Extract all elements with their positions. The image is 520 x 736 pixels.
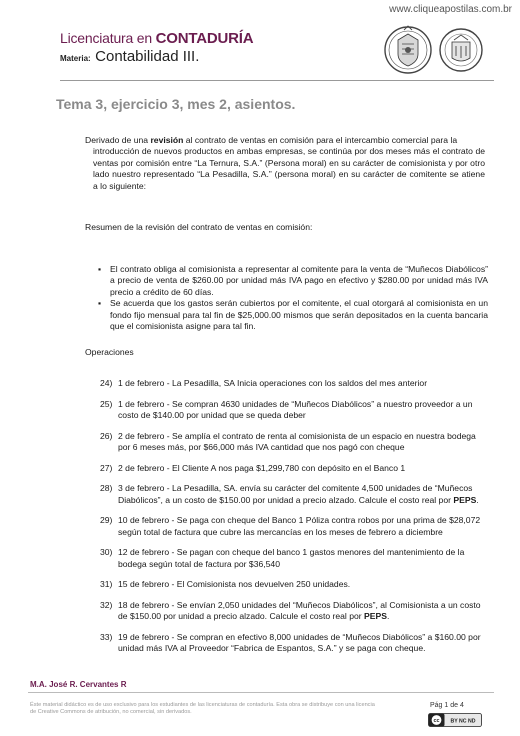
materia-label: Materia:	[60, 54, 91, 63]
materia-line	[60, 48, 253, 66]
operation-number: 26)	[100, 430, 113, 441]
operation-item	[100, 547, 485, 570]
cc-label: cc	[433, 718, 440, 725]
operation-number: 29)	[100, 515, 113, 526]
creative-commons-icon[interactable]	[428, 713, 482, 727]
cc-symbols: BY NC ND	[450, 718, 476, 725]
operation-number: 31)	[100, 579, 113, 590]
intro-paragraph	[85, 135, 485, 192]
intro-continued: introducción de nuevos productos en ambas empresas, se continúa por dos meses más el contrato de ventas por comisión entre “La Ternura, S.A.” (Persona moral) en su carácter de comisionista y por otro lado nuestro representado “La Pesadilla, S.A.” (persona moral) en su carácter de comitente se atiene a lo siguiente:	[93, 146, 485, 191]
materia-value: Contabilidad III.	[95, 48, 200, 65]
operation-text: 3 de febrero - La Pesadilla, SA. envía su carácter del comitente 4,500 unidades de “Muñecos Diabólicos”, a un costo de $150.00 por unidad a precio alzado. Calcule el costo real por	[118, 483, 473, 505]
program-title	[60, 30, 253, 47]
operation-item	[100, 483, 485, 506]
operation-text: 10 de febrero - Se paga con cheque del Banco 1 Póliza contra robos por una prima de $28,072 según total de factura que cubre las mercancías en los meses de febrero a diciembre	[118, 515, 481, 537]
operation-text: 1 de febrero - La Pesadilla, SA Inicia operaciones con los saldos del mes anterior	[118, 378, 428, 388]
list-item	[98, 298, 488, 332]
operation-text: 2 de febrero - El Cliente A nos paga $1,299,780 con depósito en el Banco 1	[118, 462, 406, 473]
header-divider	[60, 80, 494, 81]
operations-list	[100, 378, 485, 664]
operation-number: 25)	[100, 398, 113, 409]
bullet-text: El contrato obliga al comisionista a representar al comitente para la venta de “Muñecos Diabólicos” a precio de venta de $260.00 por unidad más IVA pago en efectivo y $280.00 por unidad más IVA precio a crédito de 60 días.	[110, 264, 488, 297]
operation-item	[100, 579, 485, 590]
license-text: Éste material didáctico es de uso exclusivo para los estudiantes de las licenciaturas de contaduría. Esta obra se distribuye con una licencia de Creative Commons de atribución, no comercial, sin derivados.	[30, 702, 375, 716]
operation-item	[100, 431, 485, 454]
program-prefix: Licenciatura en	[60, 30, 156, 46]
operation-item	[100, 463, 485, 474]
list-item	[98, 264, 488, 298]
operation-item	[100, 632, 485, 655]
page-number: Pág 1 de 4	[430, 702, 464, 709]
operation-number: 33)	[100, 631, 113, 642]
page-title: Tema 3, ejercicio 3, mes 2, asientos.	[56, 96, 296, 112]
bullet-icon: ▪	[98, 264, 102, 274]
peps-keyword: PEPS	[364, 611, 387, 622]
operation-text: 2 de febrero - Se amplía el contrato de renta al comisionista de un espacio en nuestra bodega por 6 meses más, por $66,000 más IVA cantidad que nos pagó con cheque	[118, 430, 476, 452]
intro-rest: al contrato de ventas en comisión para el intercambio comercial para la	[183, 135, 458, 145]
site-url[interactable]: www.cliqueapostilas.com.br	[389, 4, 512, 15]
operations-heading: Operaciones	[85, 347, 134, 357]
intro-lead: Derivado de una	[85, 135, 151, 145]
header-branding	[60, 30, 253, 66]
operation-item	[100, 399, 485, 422]
operation-text: 15 de febrero - El Comisionista nos devuelven 250 unidades.	[118, 579, 351, 590]
operation-text: 18 de febrero - Se envían 2,050 unidades del “Muñecos Diabólicos”, al Comisionista a un costo de $150.00 por unidad a precio alzado. Calcule el costo real por	[118, 599, 481, 622]
operation-item	[100, 515, 485, 538]
operation-item	[100, 600, 485, 623]
operation-number: 27)	[100, 462, 113, 473]
operation-text: 1 de febrero - Se compran 4630 unidades de “Muñecos Diabólicos” a nuestro proveedor a un costo de $140.00 por unidad que se queda deber	[118, 398, 473, 420]
university-seal-icon	[383, 22, 433, 78]
program-name: CONTADURÍA	[155, 30, 254, 47]
author-name: M.A. José R. Cervantes R	[30, 680, 127, 689]
bullet-text: Se acuerda que los gastos serán cubiertos por el comitente, el cual otorgará al comisionista en un fondo fijo mensual para tal fin de $25,000.00 mismos que serán depositados en la cuenta bancaria que el comisionista asigne para tal fin.	[110, 298, 488, 332]
operation-item	[100, 378, 485, 389]
resumen-heading: Resumen de la revisión del contrato de ventas en comisión:	[85, 222, 313, 232]
operation-tail: .	[386, 611, 390, 622]
operation-number: 28)	[100, 483, 113, 494]
operation-text: 12 de febrero - Se pagan con cheque del banco 1 gastos menores del mantenimiento de la bodega según total de factura por $36,540	[118, 547, 465, 569]
operation-text: 19 de febrero - Se compran en efectivo 8,000 unidades de “Muñecos Diabólicos” a $160.00 por unidad más IVA al Proveedor “Fabrica de Espantos, S.A.” y se paga con cheque.	[118, 631, 481, 654]
peps-keyword: PEPS	[453, 494, 477, 505]
bullet-icon: ▪	[98, 298, 102, 309]
operation-tail: .	[476, 494, 479, 505]
faculty-seal-icon	[438, 22, 484, 78]
contract-summary-list	[98, 264, 488, 332]
operation-number: 30)	[100, 547, 113, 558]
footer-divider	[28, 692, 494, 693]
intro-bold: revisión	[150, 135, 184, 145]
operation-number: 32)	[100, 599, 113, 610]
operation-number: 24)	[100, 378, 113, 388]
